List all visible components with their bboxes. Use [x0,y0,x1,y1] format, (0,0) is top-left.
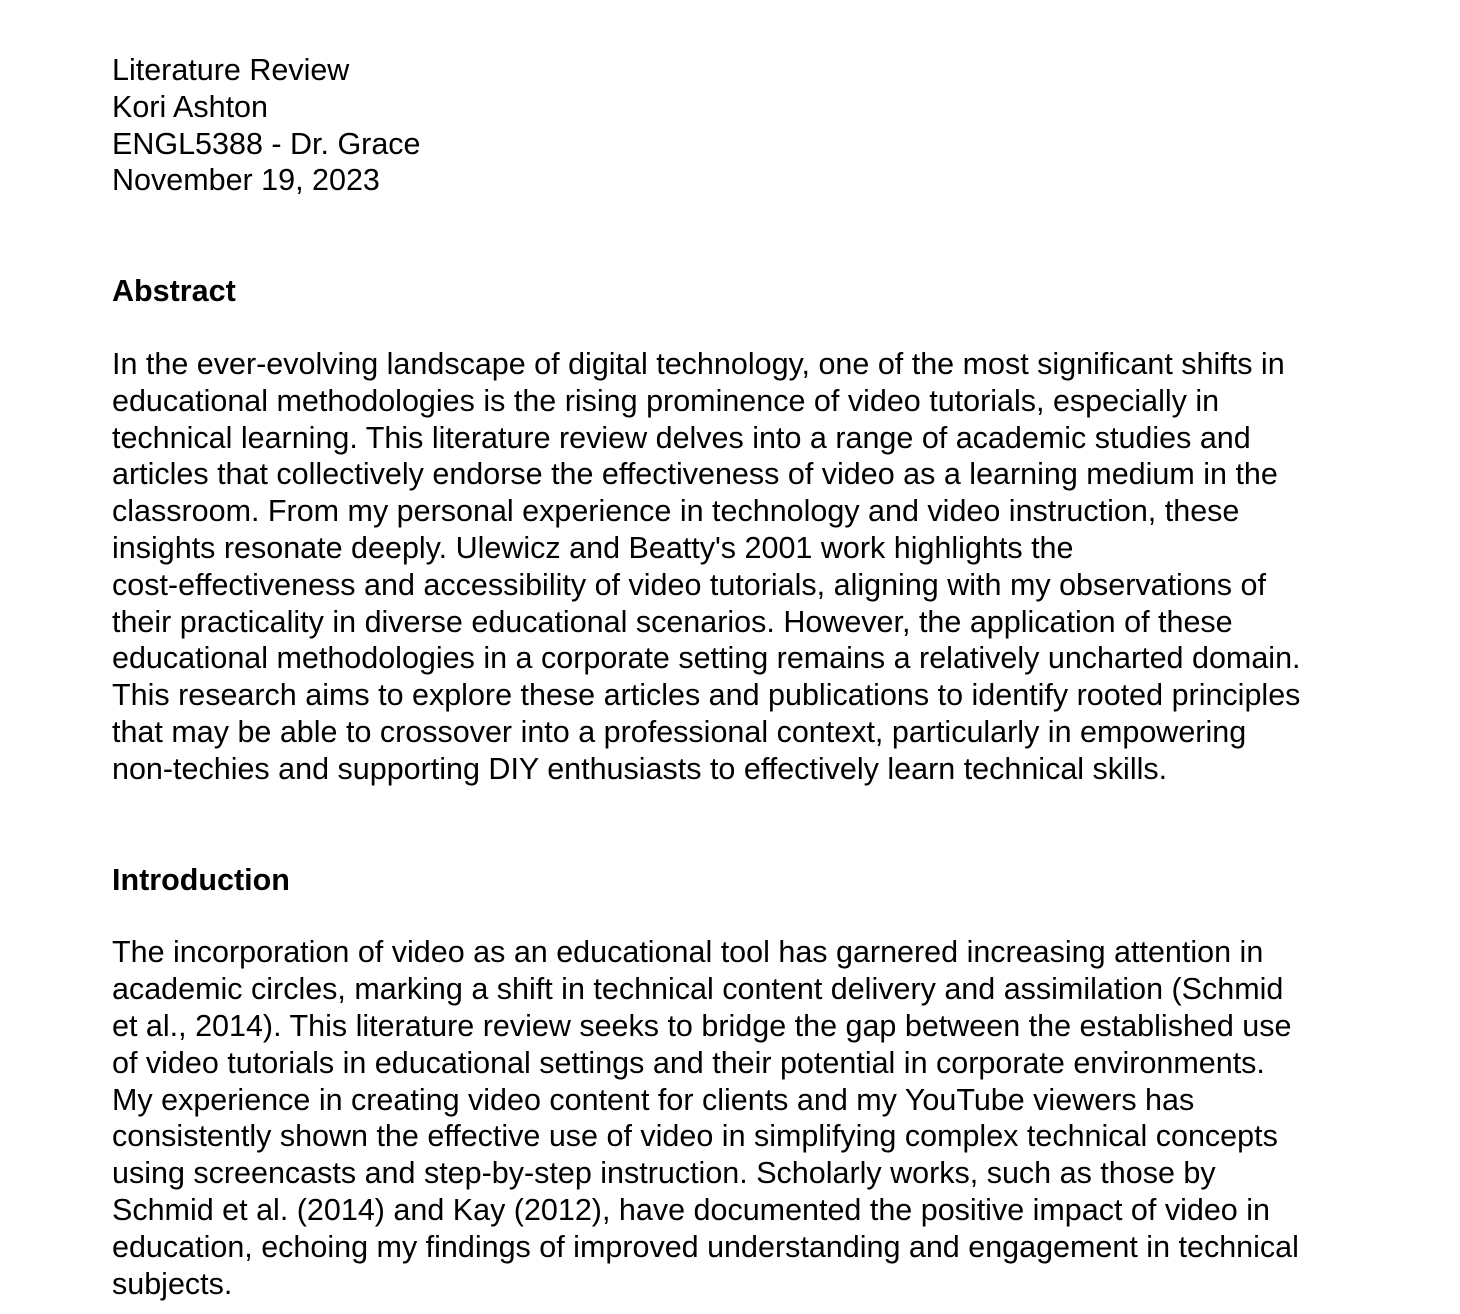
abstract-line: classroom. From my personal experience in technology and video instruction, these [112,494,1240,529]
introduction-line: et al., 2014). This literature review seeks to bridge the gap between the established use [112,1008,1292,1043]
introduction-line: academic circles, marking a shift in technical content delivery and assimilation (Schmid [112,972,1284,1007]
abstract-line: educational methodologies in a corporate setting remains a relatively uncharted domain. [112,641,1301,676]
abstract-line: educational methodologies is the rising prominence of video tutorials, especially in [112,383,1220,418]
introduction-paragraph [112,934,1372,1302]
abstract-heading: Abstract [112,274,236,309]
introduction-line: The incorporation of video as an educational tool has garnered increasing attention in [112,935,1264,970]
course-info: ENGL5388 - Dr. Grace [112,126,421,161]
abstract-line: their practicality in diverse educational scenarios. However, the application of these [112,604,1233,639]
abstract-line: In the ever-evolving landscape of digital technology, one of the most significant shifts in [112,346,1285,381]
introduction-heading: Introduction [112,862,290,897]
abstract-line: that may be able to crossover into a professional context, particularly in empowering [112,714,1247,749]
introduction-line: My experience in creating video content for clients and my YouTube viewers has [112,1082,1195,1117]
introduction-line: using screencasts and step-by-step instruction. Scholarly works, such as those by [112,1156,1216,1191]
abstract-line: technical learning. This literature review delves into a range of academic studies and [112,420,1251,455]
abstract-line: articles that collectively endorse the effectiveness of video as a learning medium in the [112,457,1278,492]
abstract-line: insights resonate deeply. Ulewicz and Beatty's 2001 work highlights the [112,530,1074,565]
abstract-paragraph [112,346,1372,788]
abstract-line: non-techies and supporting DIY enthusiasts to effectively learn technical skills. [112,751,1168,786]
introduction-line: subjects. [112,1266,233,1301]
introduction-line: of video tutorials in educational settings and their potential in corporate environments. [112,1045,1265,1080]
document-date: November 19, 2023 [112,163,380,198]
abstract-line: cost-effectiveness and accessibility of video tutorials, aligning with my observations of [112,567,1266,602]
introduction-line: education, echoing my findings of improved understanding and engagement in technical [112,1229,1299,1264]
introduction-line: consistently shown the effective use of video in simplifying complex technical concepts [112,1119,1278,1154]
abstract-line: This research aims to explore these articles and publications to identify rooted principles [112,678,1301,713]
document-type: Literature Review [112,53,350,87]
introduction-line: Schmid et al. (2014) and Kay (2012), have documented the positive impact of video in [112,1192,1270,1227]
author-name: Kori Ashton [112,89,268,124]
document-page [112,52,1372,1302]
